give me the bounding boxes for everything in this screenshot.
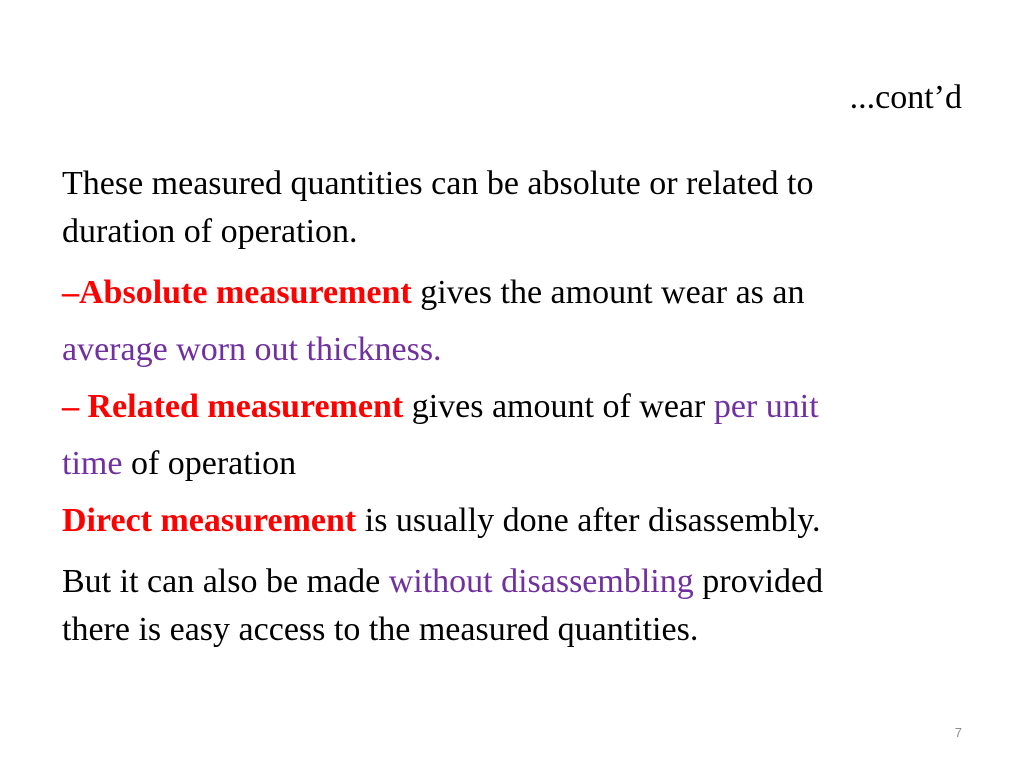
paragraph-without-disassembly: [62, 558, 962, 654]
paragraph-intro: [62, 160, 962, 256]
paragraph-direct-measurement: [62, 492, 962, 549]
direct-measurement-term: Direct measurement: [62, 502, 357, 539]
without-line-1: [62, 558, 962, 606]
page-number: 7: [954, 725, 962, 740]
absolute-dash: –: [62, 274, 79, 311]
absolute-measurement-term: Absolute measurement: [79, 274, 412, 311]
related-measurement-text: gives amount of wear: [403, 388, 714, 425]
average-worn-out-thickness-highlight: average worn out thickness.: [62, 331, 442, 368]
of-operation-text: of operation: [122, 445, 297, 482]
slide-body: [62, 160, 962, 654]
time-highlight: time: [62, 445, 123, 482]
direct-measurement-text: is usually done after disassembly.: [356, 502, 821, 539]
paragraph-absolute-measurement: [62, 264, 962, 378]
related-line-1: [62, 378, 962, 435]
slide-title: ...cont’d: [849, 79, 962, 116]
related-dash: –: [62, 388, 88, 425]
without-text-start: But it can also be made: [62, 563, 389, 600]
per-unit-highlight: per unit: [713, 388, 819, 425]
intro-line-2: duration of operation.: [62, 213, 358, 250]
related-line-2: [62, 435, 962, 492]
related-measurement-term: Related measurement: [87, 388, 404, 425]
without-line-2: there is easy access to the measured quantities.: [62, 611, 699, 648]
absolute-line-2: [62, 321, 962, 378]
paragraph-related-measurement: [62, 378, 962, 492]
absolute-line-1: [62, 264, 962, 321]
without-text-end: provided: [693, 563, 824, 600]
direct-line-1: [62, 492, 962, 549]
without-disassembling-highlight: without disassembling: [388, 563, 694, 600]
intro-line-1: These measured quantities can be absolute or related to: [62, 165, 814, 202]
absolute-measurement-text: gives the amount wear as an: [411, 274, 805, 311]
